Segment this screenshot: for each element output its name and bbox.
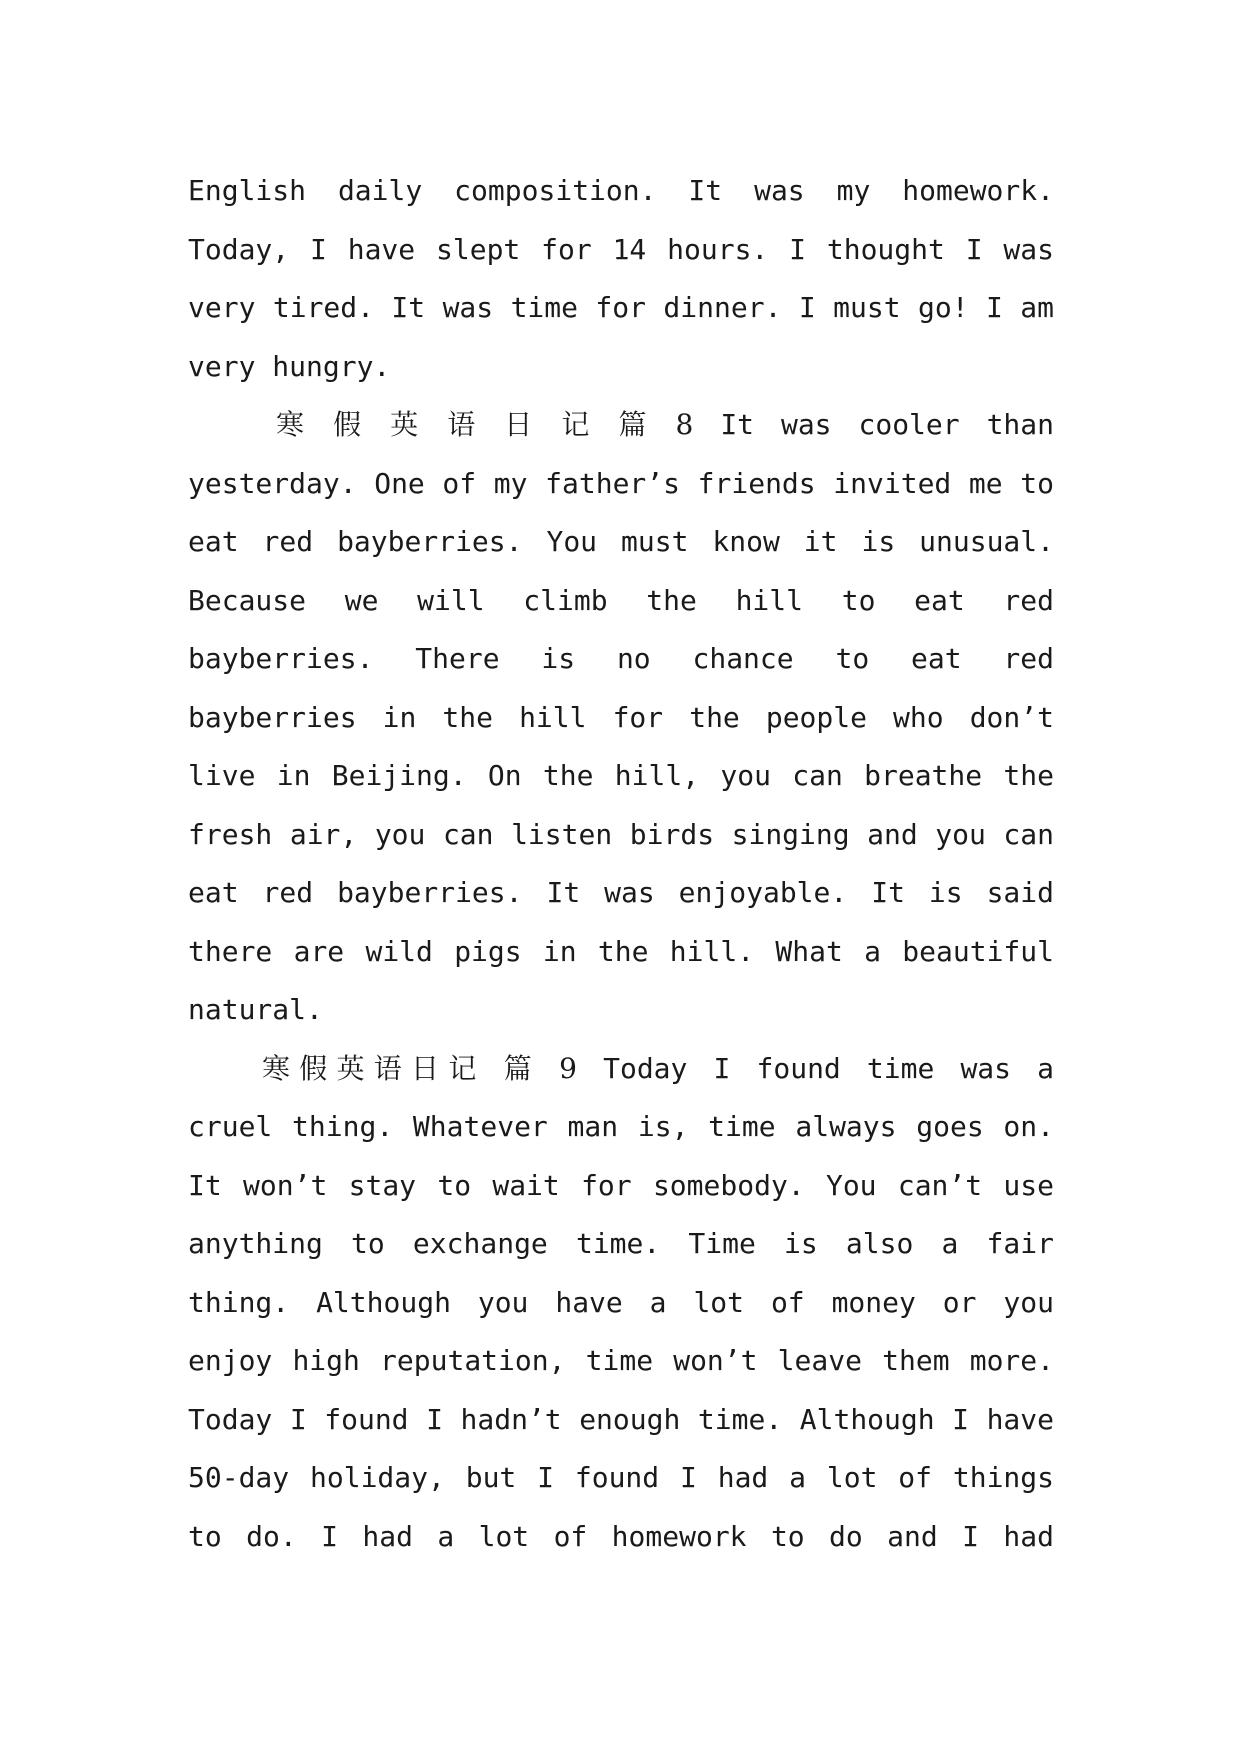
text-line: very tired. It was time for dinner. I must go! I am: [188, 291, 1054, 324]
text-line: Today I found I hadn’t enough time. Although I have: [188, 1402, 1054, 1436]
text-line: English daily composition. It was my homework.: [188, 174, 1054, 207]
text-line: bayberries. There is no chance to eat red: [188, 642, 1054, 675]
text-line: anything to exchange time. Time is also a fair: [188, 1227, 1054, 1260]
body-text: [188, 162, 1054, 1566]
text-line: cruel thing. Whatever man is, time always goes on.: [188, 1110, 1054, 1143]
text-line: live in Beijing. On the hill, you can breathe the: [188, 759, 1054, 792]
entry-8-heading: 寒 假 英 语 日 记 篇 8: [276, 408, 694, 441]
text-line: enjoy high reputation, time won’t leave them more.: [188, 1344, 1054, 1377]
text-line: 50-day holiday, but I found I had a lot of things: [188, 1461, 1054, 1494]
text-line: bayberries in the hill for the people who don’t: [188, 700, 1054, 734]
text-line: thing. Although you have a lot of money or you: [188, 1285, 1054, 1319]
text-line: there are wild pigs in the hill. What a beautiful: [188, 934, 1054, 968]
entry-9-heading: 寒假英语日记 篇 9: [262, 1051, 577, 1085]
text-line: It won’t stay to wait for somebody. You can’t use: [188, 1168, 1054, 1202]
entry-9-first-line: [188, 1040, 1054, 1099]
entry-8-first-line: [188, 396, 1054, 455]
text-line: Because we will climb the hill to eat red: [188, 583, 1054, 617]
text-line: fresh air, you can listen birds singing and you can: [188, 817, 1054, 851]
text-line: Today, I have slept for 14 hours. I thought I was: [188, 232, 1054, 266]
entry-9-first-text: Today I found time was a: [603, 1051, 1054, 1085]
text-line: eat red bayberries. You must know it is unusual.: [188, 525, 1054, 558]
text-line: eat red bayberries. It was enjoyable. It is said: [188, 876, 1054, 909]
text-line: very hungry.: [188, 349, 391, 383]
text-line: to do. I had a lot of homework to do and I had: [188, 1519, 1054, 1553]
entry-8-first-text: It was cooler than: [720, 408, 1054, 441]
text-line: yesterday. One of my father’s friends invited me to: [188, 466, 1054, 500]
text-line: natural.: [188, 993, 323, 1026]
